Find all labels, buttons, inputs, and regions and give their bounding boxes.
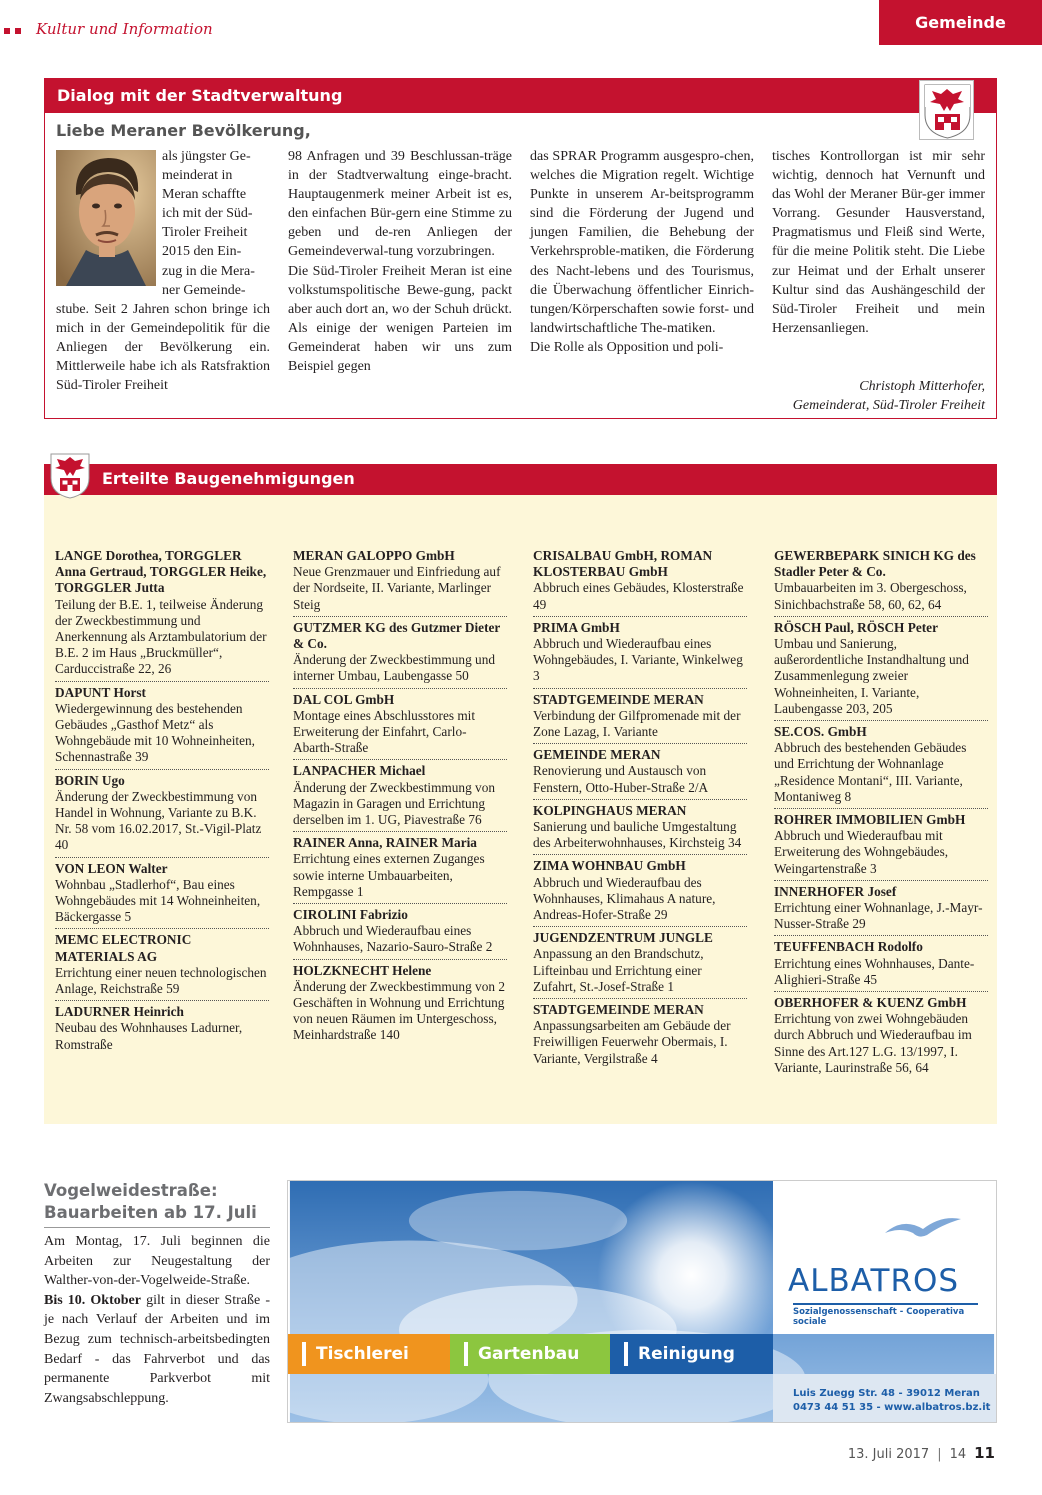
issue-date: 13. Juli 2017: [847, 1447, 930, 1462]
service-label: Gartenbau: [478, 1344, 580, 1364]
permit-entry: [293, 548, 507, 617]
notice-title: Vogelweidestraße: Bauarbeiten ab 17. Juli: [44, 1181, 257, 1222]
dialog-line: Tiroler Freiheit: [162, 225, 248, 241]
notice-deadline: Bis 10. Oktober: [44, 1292, 141, 1308]
dialog-paragraph: Die Rolle als Opposition und poli-: [530, 339, 724, 355]
permit-description: Neue Grenzmauer und Einfriedung auf der Nordseite, II. Variante, Marlinger Steig: [293, 564, 501, 612]
permit-description: Wohnbau „Stadlerhof“, Bau eines Wohngebäudes mit 14 Wohneinheiten, Bäckergasse 5: [55, 876, 261, 925]
permit-description: Anpassung an den Brandschutz, Lifteinbau und Errichtung einer Zufahrt, St.-Josef-Straße 1: [533, 946, 704, 994]
permit-applicant: STADTGEMEINDE MERAN: [533, 1002, 704, 1018]
permit-applicant: GEWERBEPARK SINICH KG des Stadler Peter & Co.: [774, 548, 976, 580]
albatros-advertisement[interactable]: [287, 1180, 997, 1423]
permit-description: Abbruch des bestehenden Gebäudes und Errichtung der Wohnanlage „Residence Montani“, III. Variante, Montaniweg 8: [774, 740, 967, 804]
dialog-line: meinderat in: [162, 168, 233, 184]
permit-description: Änderung der Zweckbestimmung von Magazin in Garagen und Errichtung derselben im 1. UG, Piavestraße 76: [293, 779, 495, 828]
permit-applicant: TEUFFENBACH Rodolfo: [774, 939, 923, 955]
permit-description: Teilung der B.E. 1, teilweise Änderung der Zweckbestimmung und Anerkennung als Arztambulatorium der B.E. 2 im Haus „Bruckmüller“, Carduccistraße 22, 26: [55, 596, 267, 677]
dialog-paragraph: tisches Kontrollorgan ist mir sehr wichtig, dennoch hat Vernunft und das Wohl der Meraner Bür-ger immer Vorrang. Gesunder Hausverstand, Pragmatismus und Fleiß sind Werte, für die meine Politik steht. Die Liebe zur Heimat und der Erhalt unserer Kultur sind das Aushängeschild der Süd-Tiroler Freiheit und mein Herzensanliegen.: [772, 149, 985, 336]
permit-entry: [533, 620, 747, 689]
permit-applicant: PRIMA GmbH: [533, 619, 620, 635]
permit-entry: [293, 763, 507, 832]
dialog-line: ich mit der Süd-: [162, 206, 253, 222]
contact-line: 0473 44 51 35 - www.albatros.bz.it: [793, 1402, 991, 1413]
dialog-col2: [288, 147, 512, 376]
permit-applicant: GEMEINDE MERAN: [533, 747, 661, 763]
permit-entry: [293, 692, 507, 761]
permit-description: Abbruch und Wiederaufbau eines Wohngebäudes, I. Variante, Winkelweg 3: [533, 636, 743, 684]
permit-applicant: RAINER Anna, RAINER Maria: [293, 835, 477, 851]
permit-entry: [533, 548, 747, 617]
permit-description: Errichtung eines Wohnhauses, Dante-Alighieri-Straße 45: [774, 955, 975, 987]
dialog-title-bar: [45, 79, 996, 113]
permit-entry: [55, 685, 269, 770]
permit-applicant: JUGENDZENTRUM JUNGLE: [533, 930, 713, 946]
permit-applicant: ZIMA WOHNBAU GmbH: [533, 858, 686, 874]
permit-description: Änderung der Zweckbestimmung von 2 Geschäften in Wohnung und Errichtung von neuen Räumen im Untergeschoss, Meinhardstraße 140: [293, 978, 505, 1043]
notice-text-part: gilt in dieser Straße - je nach Verlauf der Arbeiten und im Bezug zum technisch-arbeitsbedingten Bedarf - das Fahrverbot und das permanente Parkverbot mit Zwangsabschleppung.: [44, 1292, 270, 1406]
permit-description: Errichtung einer Wohnanlage, J.-Mayr-Nusser-Straße 29: [774, 900, 983, 932]
signature-name: Christoph Mitterhofer,: [859, 379, 985, 394]
permit-entry: [55, 548, 269, 682]
permit-description: Abbruch und Wiederaufbau des Wohnhauses, Klimahaus A nature, Andreas-Hofer-Straße 29: [533, 874, 716, 923]
section-title: Kultur und Information: [36, 20, 213, 38]
permit-description: Neubau des Wohnhauses Ladurner, Romstraße: [55, 1020, 243, 1052]
permit-applicant: RÖSCH Paul, RÖSCH Peter: [774, 619, 938, 635]
permit-entry: [774, 812, 988, 881]
permit-applicant: SE.COS. GmbH: [774, 724, 867, 740]
permit-applicant: HOLZKNECHT Helene: [293, 962, 432, 978]
permit-applicant: KOLPINGHAUS MERAN: [533, 802, 687, 818]
permit-applicant: STADTGEMEINDE MERAN: [533, 691, 704, 707]
permit-description: Änderung der Zweckbestimmung von Handel in Wohnung, Variante zu B.K. Nr. 58 vom 16.02.2017, St.-Vigil-Platz 40: [55, 788, 262, 853]
permit-applicant: INNERHOFER Josef: [774, 883, 897, 899]
albatros-subtitle: Sozialgenossenschaft - Cooperativa sociale: [793, 1307, 965, 1327]
dialog-paragraph: Die Süd-Tiroler Freiheit Meran ist eine volkstumspolitische Bewe-gung, packt aber auch dort an, wo der Schuh drückt. Als einige der wenigen Parteien im Gemeinderat haben wir uns zum Beispiel gegen: [288, 263, 512, 375]
permit-entry: [774, 939, 988, 992]
dialog-line: zug in die Mera-: [162, 263, 255, 279]
service-tab-tischlerei: [288, 1334, 450, 1374]
meran-crest-icon: [919, 80, 974, 140]
permit-description: Änderung der Zweckbestimmung und interner Umbau, Laubengasse 50: [293, 652, 495, 684]
dialog-col3: [530, 147, 754, 357]
author-portrait: [56, 150, 156, 286]
dialog-line: 2015 den Ein-: [162, 244, 242, 260]
permit-entry: [533, 1002, 747, 1070]
permit-applicant: LADURNER Heinrich: [55, 1004, 184, 1020]
permit-description: Errichtung von zwei Wohngebäuden durch Abbruch und Wiederaufbau im Sinne des Art.127 L.G. 13/1997, I. Variante, Laurinstraße 56, 64: [774, 1011, 972, 1075]
albatros-bird-icon: [883, 1213, 963, 1243]
permit-entry: [774, 995, 988, 1079]
permit-description: Montage eines Abschlusstores mit Erweiterung der Einfahrt, Carlo-Abarth-Straße: [293, 707, 476, 756]
category-tab: Gemeinde: [879, 0, 1042, 45]
service-label: Tischlerei: [316, 1344, 409, 1364]
dialog-line: als jüngster Ge-: [162, 149, 251, 164]
permit-entry: [533, 692, 747, 745]
service-label: Reinigung: [638, 1344, 735, 1364]
service-tab-reinigung: [610, 1334, 773, 1374]
permit-description: Abbruch und Wiederaufbau mit Erweiterung des Wohngebäudes, Weingartenstraße 3: [774, 828, 949, 876]
permit-description: Umbau und Sanierung, außerordentliche Instandhaltung und Zusammenlegung zweier Wohneinheiten, I. Variante, Laubengasse 203, 205: [774, 636, 969, 716]
permit-description: Sanierung und bauliche Umgestaltung des Arbeiterwohnhauses, Kirchsteig 34: [533, 819, 742, 851]
permit-applicant: MERAN GALOPPO GmbH: [293, 548, 455, 563]
permit-applicant: VON LEON Walter: [55, 860, 168, 876]
dialog-col1-top: [162, 147, 270, 300]
dialog-paragraph: 98 Anfragen und 39 Beschlussan-träge in der Stadtverwaltung einge-bracht. Hauptaugenmerk meiner Arbeit ist es, den einfachen Bür-gern eine Stimme zu geben und de-ren Anliegen der Gemeindeverwal-tung vorzubringen.: [288, 149, 512, 260]
permit-entry: [774, 620, 988, 721]
permit-applicant: GUTZMER KG des Gutzmer Dieter & Co.: [293, 619, 501, 652]
permit-description: Errichtung eines externen Zuganges sowie interne Umbauarbeiten, Rempgasse 1: [293, 851, 485, 899]
permit-description: Errichtung einer neuen technologischen Anlage, Reichstraße 59: [55, 964, 267, 997]
dialog-paragraph: das SPRAR Programm ausgespro-chen, welches die Migration regelt. Wichtige Punkte in unserem Ar-beitsprogramm sind die Förderung der Jugend und jungen Familien, die Behebung der Verkehrsproble-matiken, die Förderung des Nacht-lebens und des Tourismus, die Überwachung öffentlicher Einrich-tungen/Körperschaften sowie forst- und landwirtschaftliche The-matiken.: [530, 149, 754, 336]
dialog-paragraph: stube. Seit 2 Jahren schon bringe ich mich in der Gemeindepolitik für die Anliegen der Bevölkerung ein. Mittlerweile habe ich als Ratsfraktion Süd-Tiroler Freiheit: [56, 302, 270, 394]
dialog-greeting: Liebe Meraner Bevölkerung,: [56, 121, 311, 140]
permit-entry: [774, 884, 988, 937]
dialog-line: Meran schaffte: [162, 187, 247, 203]
permit-applicant: MEMC ELECTRONIC MATERIALS AG: [55, 932, 192, 964]
permit-entry: [293, 620, 507, 689]
permit-entry: [533, 930, 747, 999]
address-text: [793, 1387, 990, 1415]
permit-entry: [293, 907, 507, 960]
permit-applicant: CIROLINI Fabrizio: [293, 907, 408, 923]
dialog-title: Dialog mit der Stadtverwaltung: [57, 86, 343, 105]
brand-underline: [793, 1303, 978, 1305]
notice-text: [44, 1232, 270, 1408]
permit-entry: [533, 747, 747, 800]
dialog-signature: [770, 377, 985, 415]
permit-entry: [774, 724, 988, 809]
permits-column-4: [774, 548, 988, 1082]
permit-entry: [533, 858, 747, 927]
notice-text-part: Am Montag, 17. Juli beginnen die Arbeiten zur Neugestaltung der Walther-von-der-Vogelweide-Straße.: [44, 1234, 270, 1289]
permit-description: Verbindung der Gilfpromenade mit der Zone Lazag, I. Variante: [533, 707, 741, 740]
permit-applicant: DAL COL GmbH: [293, 691, 395, 707]
permits-column-2: [293, 548, 507, 1050]
permit-entry: [533, 803, 747, 856]
page-footer: [848, 1444, 995, 1462]
albatros-brand: ALBATROS: [788, 1263, 960, 1299]
permits-column-1: [55, 548, 269, 1059]
dialog-col1-rest: [56, 300, 270, 395]
permit-applicant: ROHRER IMMOBILIEN GmbH: [774, 812, 966, 828]
notice-divider: [44, 1227, 270, 1228]
permit-entry: [293, 963, 507, 1047]
address-line: Luis Zuegg Str. 48 - 39012 Meran: [793, 1388, 980, 1399]
permits-column-3: [533, 548, 747, 1073]
permit-applicant: CRISALBAU GmbH, ROMAN KLOSTERBAU GmbH: [533, 548, 713, 580]
permit-description: Umbauarbeiten im 3. Obergeschoss, Sinichbachstraße 58, 60, 62, 64: [774, 580, 967, 612]
permit-entry: [55, 773, 269, 858]
permit-applicant: DAPUNT Horst: [55, 684, 146, 700]
permits-title: Erteilte Baugenehmigungen: [102, 469, 355, 488]
service-tab-gartenbau: [450, 1334, 610, 1374]
permit-applicant: LANPACHER Michael: [293, 763, 426, 779]
permit-entry: [774, 548, 988, 617]
page-number: 11: [974, 1444, 995, 1462]
permit-description: Abbruch eines Gebäudes, Klosterstraße 49: [533, 580, 744, 612]
footer-separator: |: [937, 1447, 942, 1462]
permit-entry: [55, 861, 269, 930]
issue-number: 14: [949, 1447, 967, 1462]
header-marker: [4, 28, 21, 34]
dialog-line: ner Gemeinde-: [162, 282, 246, 298]
permit-description: Abbruch und Wiederaufbau eines Wohnhauses, Nazario-Sauro-Straße 2: [293, 923, 493, 955]
permit-applicant: BORIN Ugo: [55, 772, 125, 788]
permit-entry: [55, 1004, 269, 1056]
permit-applicant: OBERHOFER & KUENZ GmbH: [774, 995, 967, 1011]
signature-role: Gemeinderat, Süd-Tiroler Freiheit: [792, 398, 985, 413]
permit-description: Anpassungsarbeiten am Gebäude der Freiwilligen Feuerwehr Obermais, I. Variante, Vergilstraße 4: [533, 1018, 731, 1066]
permit-applicant: LANGE Dorothea, TORGGLER Anna Gertraud, TORGGLER Heike, TORGGLER Jutta: [55, 548, 267, 596]
permit-description: Renovierung und Austausch von Fenstern, Otto-Huber-Straße 2/A: [533, 763, 709, 795]
permit-description: Wiedergewinnung des bestehenden Gebäudes „Gasthof Metz“ als Wohngebäude mit 10 Wohneinheiten, Schennastraße 39: [55, 700, 255, 765]
permit-entry: [55, 932, 269, 1001]
dialog-col4: [772, 147, 985, 338]
meran-crest-icon: [48, 452, 92, 500]
permit-entry: [293, 835, 507, 904]
